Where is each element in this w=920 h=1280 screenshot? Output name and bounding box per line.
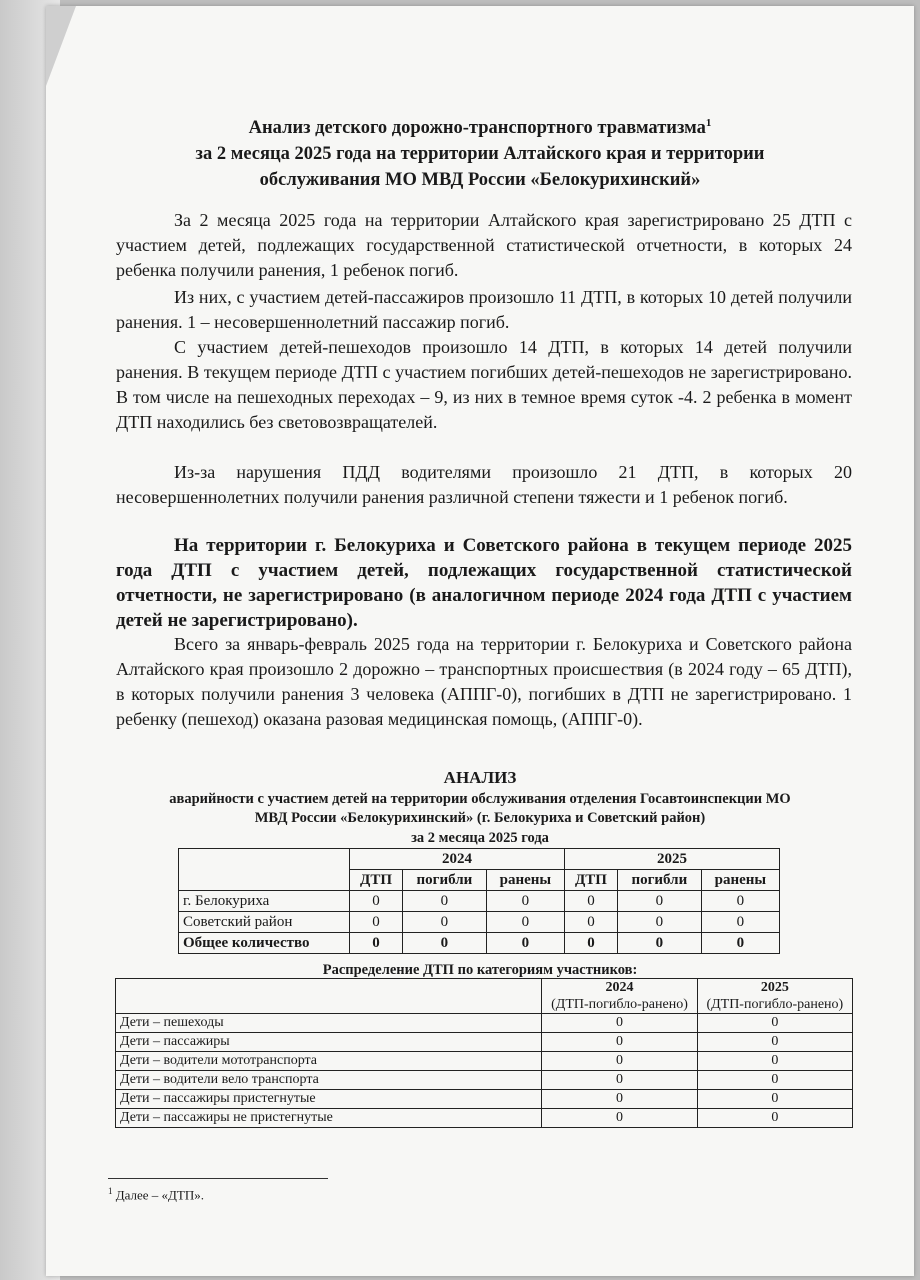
row-label: Дети – пассажиры не пристегнутые — [116, 1109, 542, 1128]
table-cell: 0 — [617, 933, 701, 954]
table-cell: 0 — [697, 1033, 852, 1052]
table-cell: 0 — [701, 933, 779, 954]
row-label: Советский район — [179, 912, 350, 933]
row-label: Дети – пешеходы — [116, 1014, 542, 1033]
row-label: г. Белокуриха — [179, 891, 350, 912]
title-footnote-mark: 1 — [705, 117, 712, 129]
col-header-2024-year: 2024 — [605, 980, 634, 995]
analysis-subheading — [100, 790, 860, 828]
accident-table-by-category — [115, 978, 853, 1128]
footnote-mark: 1 — [108, 1186, 113, 1196]
table-header-years — [179, 849, 780, 870]
table-row — [116, 1090, 853, 1109]
table-cell: 0 — [617, 912, 701, 933]
paragraph-total-region: За 2 месяца 2025 года на территории Алтайского края зарегистрировано 25 ДТП с участием детей, подлежащих государственной статистической отчетности, в которых 24 ребенка получили ранения, 1 ребенок погиб. — [116, 210, 852, 280]
table-cell: 0 — [564, 912, 617, 933]
analysis-subheading-line-2: МВД России «Белокурихинский» (г. Белокуриха и Советский район) — [254, 810, 706, 826]
table-corner-cell — [179, 849, 350, 891]
row-label: Дети – водители мототранспорта — [116, 1052, 542, 1071]
footnote-divider — [108, 1178, 328, 1179]
table-cell: 0 — [403, 891, 487, 912]
col-header-2024 — [542, 979, 697, 1014]
title-line-1: Анализ детского дорожно-транспортного травматизма — [248, 118, 706, 139]
title-line-3: обслуживания МО МВД России «Белокурихинский» — [259, 170, 701, 191]
table-row — [179, 912, 780, 933]
table-cell: 0 — [542, 1033, 697, 1052]
table-cell: 0 — [697, 1052, 852, 1071]
document-title — [100, 110, 860, 193]
table-cell: 0 — [564, 933, 617, 954]
table-cell: 0 — [486, 891, 564, 912]
col-header-injured-2024: ранены — [486, 870, 564, 891]
col-header-2025 — [697, 979, 852, 1014]
analysis-period: за 2 месяца 2025 года — [411, 830, 549, 846]
table-cell: 0 — [697, 1071, 852, 1090]
table-cell: 0 — [350, 933, 403, 954]
col-header-dtp-2025: ДТП — [564, 870, 617, 891]
table-row — [116, 1109, 853, 1128]
table-cell: 0 — [542, 1090, 697, 1109]
accident-table-by-territory — [178, 848, 780, 954]
row-label: Дети – пассажиры пристегнутые — [116, 1090, 542, 1109]
col-header-killed-2025: погибли — [617, 870, 701, 891]
table-corner-cell — [116, 979, 542, 1014]
paragraph-driver-violations: Из-за нарушения ПДД водителями произошло 21 ДТП, в которых 20 несовершеннолетних получили ранения различной степени тяжести и 1 ребенок погиб. — [116, 462, 852, 507]
table-row-total — [179, 933, 780, 954]
table-cell: 0 — [701, 912, 779, 933]
row-label: Общее количество — [179, 933, 350, 954]
title-line-2: за 2 месяца 2025 года на территории Алтайского края и территории — [195, 144, 765, 165]
table-cell: 0 — [542, 1109, 697, 1128]
footnote-text: Далее – «ДТП». — [112, 1187, 204, 1203]
table-cell: 0 — [697, 1014, 852, 1033]
table-cell: 0 — [701, 891, 779, 912]
table-row — [179, 891, 780, 912]
table-cell: 0 — [403, 912, 487, 933]
table-cell: 0 — [542, 1052, 697, 1071]
table-cell: 0 — [486, 912, 564, 933]
table-header — [116, 979, 853, 1014]
analysis-heading: АНАЛИЗ — [443, 768, 517, 787]
paragraph-passengers: Из них, с участием детей-пассажиров произошло 11 ДТП, в которых 10 детей получили ранения. 1 – несовершеннолетний пассажир погиб. — [116, 287, 852, 332]
col-header-2024-sub: (ДТП-погибло-ранено) — [551, 997, 688, 1012]
col-header-killed-2024: погибли — [403, 870, 487, 891]
row-label: Дети – водители вело транспорта — [116, 1071, 542, 1090]
table-cell: 0 — [403, 933, 487, 954]
footnote — [108, 1186, 204, 1203]
table-cell: 0 — [617, 891, 701, 912]
table-row — [116, 1033, 853, 1052]
table-cell: 0 — [564, 891, 617, 912]
page-fold-corner — [46, 6, 76, 86]
year-header-2024: 2024 — [350, 849, 565, 870]
analysis-subheading-line-1: аварийности с участием детей на территории обслуживания отделения Госавтоинспекции МО — [169, 791, 791, 807]
row-label: Дети – пассажиры — [116, 1033, 542, 1052]
distribution-caption: Распределение ДТП по категориям участников: — [322, 962, 638, 978]
table-cell: 0 — [350, 912, 403, 933]
col-header-dtp-2024: ДТП — [350, 870, 403, 891]
table-row — [116, 1014, 853, 1033]
table-row — [116, 1071, 853, 1090]
table-cell: 0 — [350, 891, 403, 912]
table-cell: 0 — [697, 1090, 852, 1109]
table-row — [116, 1052, 853, 1071]
paragraph-local-summary: На территории г. Белокуриха и Советского района в текущем периоде 2025 года ДТП с участием детей, подлежащих государственной статистической отчетности, не зарегистрировано (в аналогичном периоде 2024 года ДТП с участием детей не зарегистрировано). — [116, 535, 852, 631]
table-cell: 0 — [486, 933, 564, 954]
table-cell: 0 — [542, 1014, 697, 1033]
table-cell: 0 — [542, 1071, 697, 1090]
col-header-injured-2025: ранены — [701, 870, 779, 891]
year-header-2025: 2025 — [564, 849, 779, 870]
col-header-2025-sub: (ДТП-погибло-ранено) — [706, 997, 844, 1012]
col-header-2025-year: 2025 — [760, 980, 789, 995]
table-cell: 0 — [697, 1109, 852, 1128]
paragraph-pedestrians: С участием детей-пешеходов произошло 14 ДТП, в которых 14 детей получили ранения. В текущем периоде ДТП с участием погибших детей-пешеходов не зарегистрировано. В том числе на пешеходных переходах – 9, из них в темное время суток -4. 2 ребенка в момент ДТП находились без световозвращателей. — [116, 337, 852, 432]
paragraph-jan-feb-total: Всего за январь-февраль 2025 года на территории г. Белокуриха и Советского района Алтайского края произошло 2 дорожно – транспортных происшествия (в 2024 году – 65 ДТП), в которых получили ранения 3 человека (АППГ-0), погибших в ДТП не зарегистрировано. 1 ребенку (пешеход) оказана разовая медицинская помощь, (АППГ-0). — [116, 634, 852, 729]
